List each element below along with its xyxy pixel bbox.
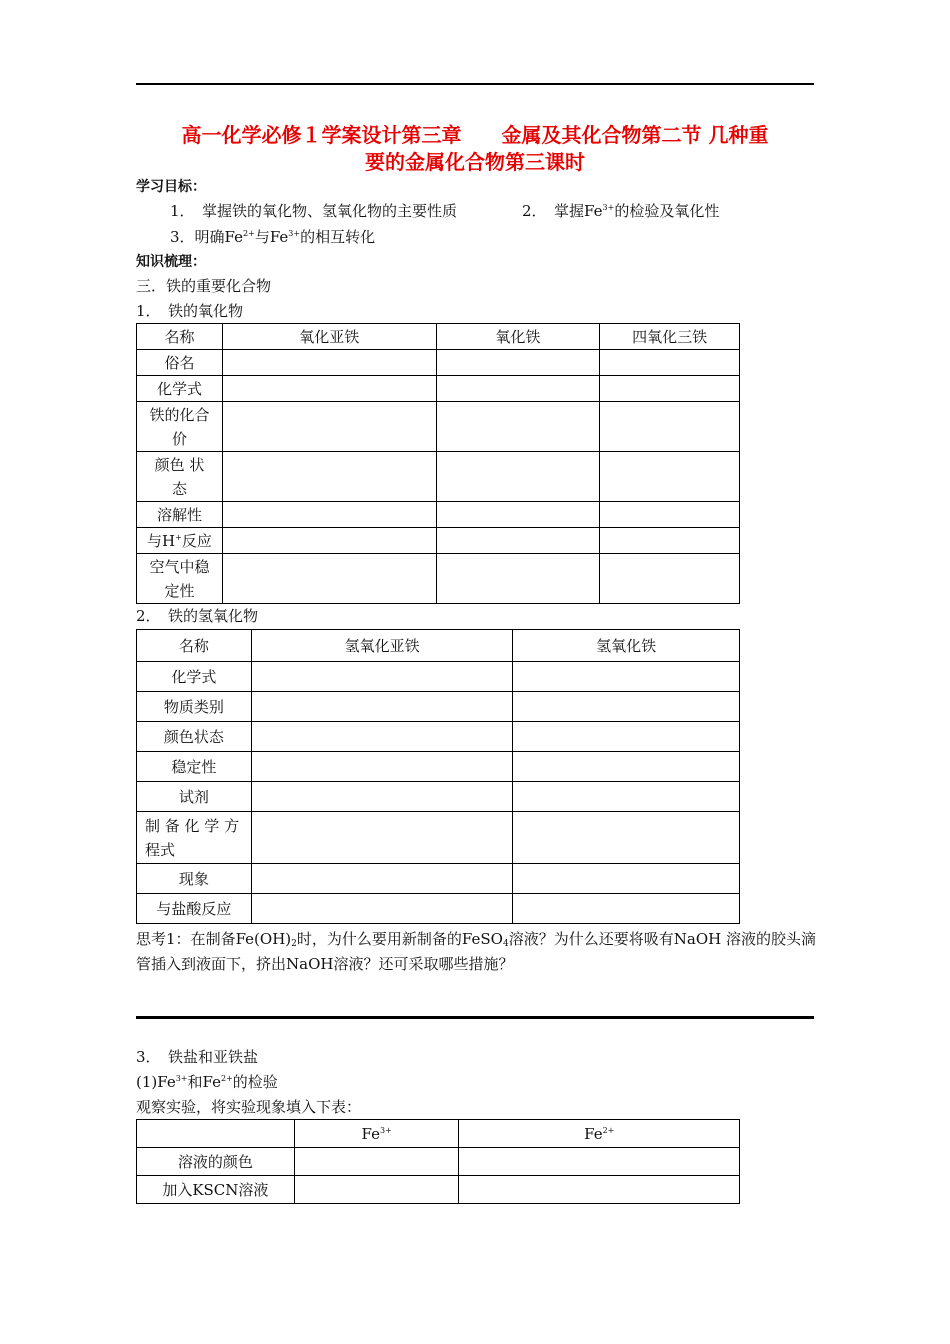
blank-cell[interactable] xyxy=(513,722,740,752)
subsection-1-heading: 1． 铁的氧化物 xyxy=(136,302,244,320)
row-label: 稳定性 xyxy=(137,752,252,782)
blank-cell[interactable] xyxy=(513,894,740,924)
observe-instruction: 观察实验，将实验现象填入下表： xyxy=(136,1098,362,1116)
goal-2-text-b: 的检验及氧化性 xyxy=(614,202,720,220)
blank-cell[interactable] xyxy=(436,402,600,452)
blank-cell[interactable] xyxy=(251,722,513,752)
blank-cell[interactable] xyxy=(251,782,513,812)
table-row xyxy=(137,662,740,692)
row-label: 颜色状态 xyxy=(137,722,252,752)
table-row xyxy=(137,894,740,924)
header-cell: 氧化铁 xyxy=(436,324,600,350)
goal-item-3 xyxy=(170,227,375,247)
table-row xyxy=(137,1176,740,1204)
blank-cell[interactable] xyxy=(222,452,436,502)
blank-cell[interactable] xyxy=(251,692,513,722)
title-line-2: 要的金属化合物第三课时 xyxy=(365,150,585,174)
row-label: 与H+反应 xyxy=(137,528,223,554)
header-cell: $Fe^{3+}$ xyxy=(294,1120,459,1148)
blank-cell[interactable] xyxy=(436,502,600,528)
blank-cell[interactable] xyxy=(222,502,436,528)
blank-cell[interactable] xyxy=(600,554,740,604)
goal-3-c: 的相互转化 xyxy=(300,228,376,246)
blank-cell[interactable] xyxy=(436,452,600,502)
row-label: 与盐酸反应 xyxy=(137,894,252,924)
think-question-1: 思考1：在制备$Fe(OH)_2$时，为什么要用新制备的FeSO$_4$溶液？为什么还要将吸有NaOH 溶液的胶头滴管插入到液面下，挤出NaOH溶液？还可采取哪些措施？ xyxy=(136,930,817,973)
table-header-row xyxy=(137,324,740,350)
row-label: 俗名 xyxy=(137,350,223,376)
goal-3-a: 3．明确Fe xyxy=(170,228,244,246)
header-cell: 名称 xyxy=(137,630,252,662)
blank-cell[interactable] xyxy=(459,1148,740,1176)
goal-item-2 xyxy=(522,201,719,221)
header-cell: 名称 xyxy=(137,324,223,350)
table-row xyxy=(137,452,740,502)
blank-cell[interactable] xyxy=(436,350,600,376)
row-label: 空气中稳 定性 xyxy=(137,554,223,604)
blank-cell[interactable] xyxy=(459,1176,740,1204)
header-cell: 氧化亚铁 xyxy=(222,324,436,350)
row-label: 制 备 化 学 方 程式 xyxy=(137,812,252,864)
blank-cell[interactable] xyxy=(222,376,436,402)
row-label: 试剂 xyxy=(137,782,252,812)
blank-cell[interactable] xyxy=(600,452,740,502)
blank-cell[interactable] xyxy=(600,502,740,528)
blank-cell[interactable] xyxy=(436,554,600,604)
header-cell: $Fe^{2+}$ xyxy=(459,1120,740,1148)
table-row xyxy=(137,752,740,782)
table-row xyxy=(137,812,740,864)
blank-cell[interactable] xyxy=(222,350,436,376)
table-row xyxy=(137,554,740,604)
blank-cell[interactable] xyxy=(513,692,740,722)
section-divider xyxy=(136,1016,814,1019)
blank-cell[interactable] xyxy=(222,402,436,452)
blank-cell[interactable] xyxy=(513,864,740,894)
row-label: 加入KSCN溶液 xyxy=(137,1176,295,1204)
table-row xyxy=(137,402,740,452)
goal-2-text: 2． 掌握Fe xyxy=(522,202,603,220)
row-label: 颜色 状 态 xyxy=(137,452,223,502)
blank-cell[interactable] xyxy=(600,402,740,452)
blank-cell[interactable] xyxy=(251,864,513,894)
blank-cell[interactable] xyxy=(600,350,740,376)
row-label: 化学式 xyxy=(137,662,252,692)
iron-oxide-table xyxy=(136,323,740,604)
top-rule xyxy=(136,83,814,85)
row-label: 溶解性 xyxy=(137,502,223,528)
header-cell: 氢氧化铁 xyxy=(513,630,740,662)
table-row xyxy=(137,722,740,752)
table-row xyxy=(137,350,740,376)
blank-cell[interactable] xyxy=(294,1148,459,1176)
section-3-heading: 三．铁的重要化合物 xyxy=(136,277,272,295)
goal-3-sup2: 3+ xyxy=(288,229,301,238)
blank-cell[interactable] xyxy=(251,752,513,782)
blank-cell[interactable] xyxy=(251,662,513,692)
goal-item-1: 1． 掌握铁的氧化物、氢氧化物的主要性质 xyxy=(170,202,458,220)
goal-2-sup: 3+ xyxy=(602,203,615,212)
iron-hydroxide-table xyxy=(136,629,740,924)
blank-cell[interactable] xyxy=(513,782,740,812)
knowledge-heading: 知识梳理： xyxy=(136,254,206,270)
blank-cell[interactable] xyxy=(436,528,600,554)
table-header-row xyxy=(137,1120,740,1148)
blank-cell[interactable] xyxy=(251,894,513,924)
goal-3-b: 与Fe xyxy=(254,228,289,246)
subsection-2-heading: 2． 铁的氢氧化物 xyxy=(136,607,259,625)
blank-cell[interactable] xyxy=(222,528,436,554)
title-line-1: 高一化学必修１学案设计第三章 金属及其化合物第二节 几种重 xyxy=(181,123,769,147)
blank-cell[interactable] xyxy=(513,812,740,864)
blank-cell[interactable] xyxy=(600,376,740,402)
table-row xyxy=(137,782,740,812)
ion-test-table xyxy=(136,1119,740,1204)
header-cell xyxy=(137,1120,295,1148)
header-cell: 四氧化三铁 xyxy=(600,324,740,350)
row-label: 物质类别 xyxy=(137,692,252,722)
table-row xyxy=(137,692,740,722)
blank-cell[interactable] xyxy=(513,662,740,692)
goal-3-sup1: 2+ xyxy=(243,229,255,238)
header-cell: 氢氧化亚铁 xyxy=(251,630,513,662)
row-label: 现象 xyxy=(137,864,252,894)
blank-cell[interactable] xyxy=(222,554,436,604)
goals-heading: 学习目标： xyxy=(136,179,206,195)
table-row xyxy=(137,864,740,894)
table-header-row xyxy=(137,630,740,662)
ion-test-heading: $(1)Fe^{3+}$和$Fe^{2+}$的检验 xyxy=(136,1073,278,1091)
table-row xyxy=(137,1148,740,1176)
row-label: 铁的化合 价 xyxy=(137,402,223,452)
subsection-3-heading: 3． 铁盐和亚铁盐 xyxy=(136,1048,259,1066)
blank-cell[interactable] xyxy=(600,528,740,554)
row-label: 溶液的颜色 xyxy=(137,1148,295,1176)
blank-cell[interactable] xyxy=(251,812,513,864)
blank-cell[interactable] xyxy=(513,752,740,782)
page-title xyxy=(136,122,814,176)
table-row xyxy=(137,376,740,402)
row-label: 化学式 xyxy=(137,376,223,402)
blank-cell[interactable] xyxy=(294,1176,459,1204)
table-row xyxy=(137,528,740,554)
blank-cell[interactable] xyxy=(436,376,600,402)
table-row xyxy=(137,502,740,528)
